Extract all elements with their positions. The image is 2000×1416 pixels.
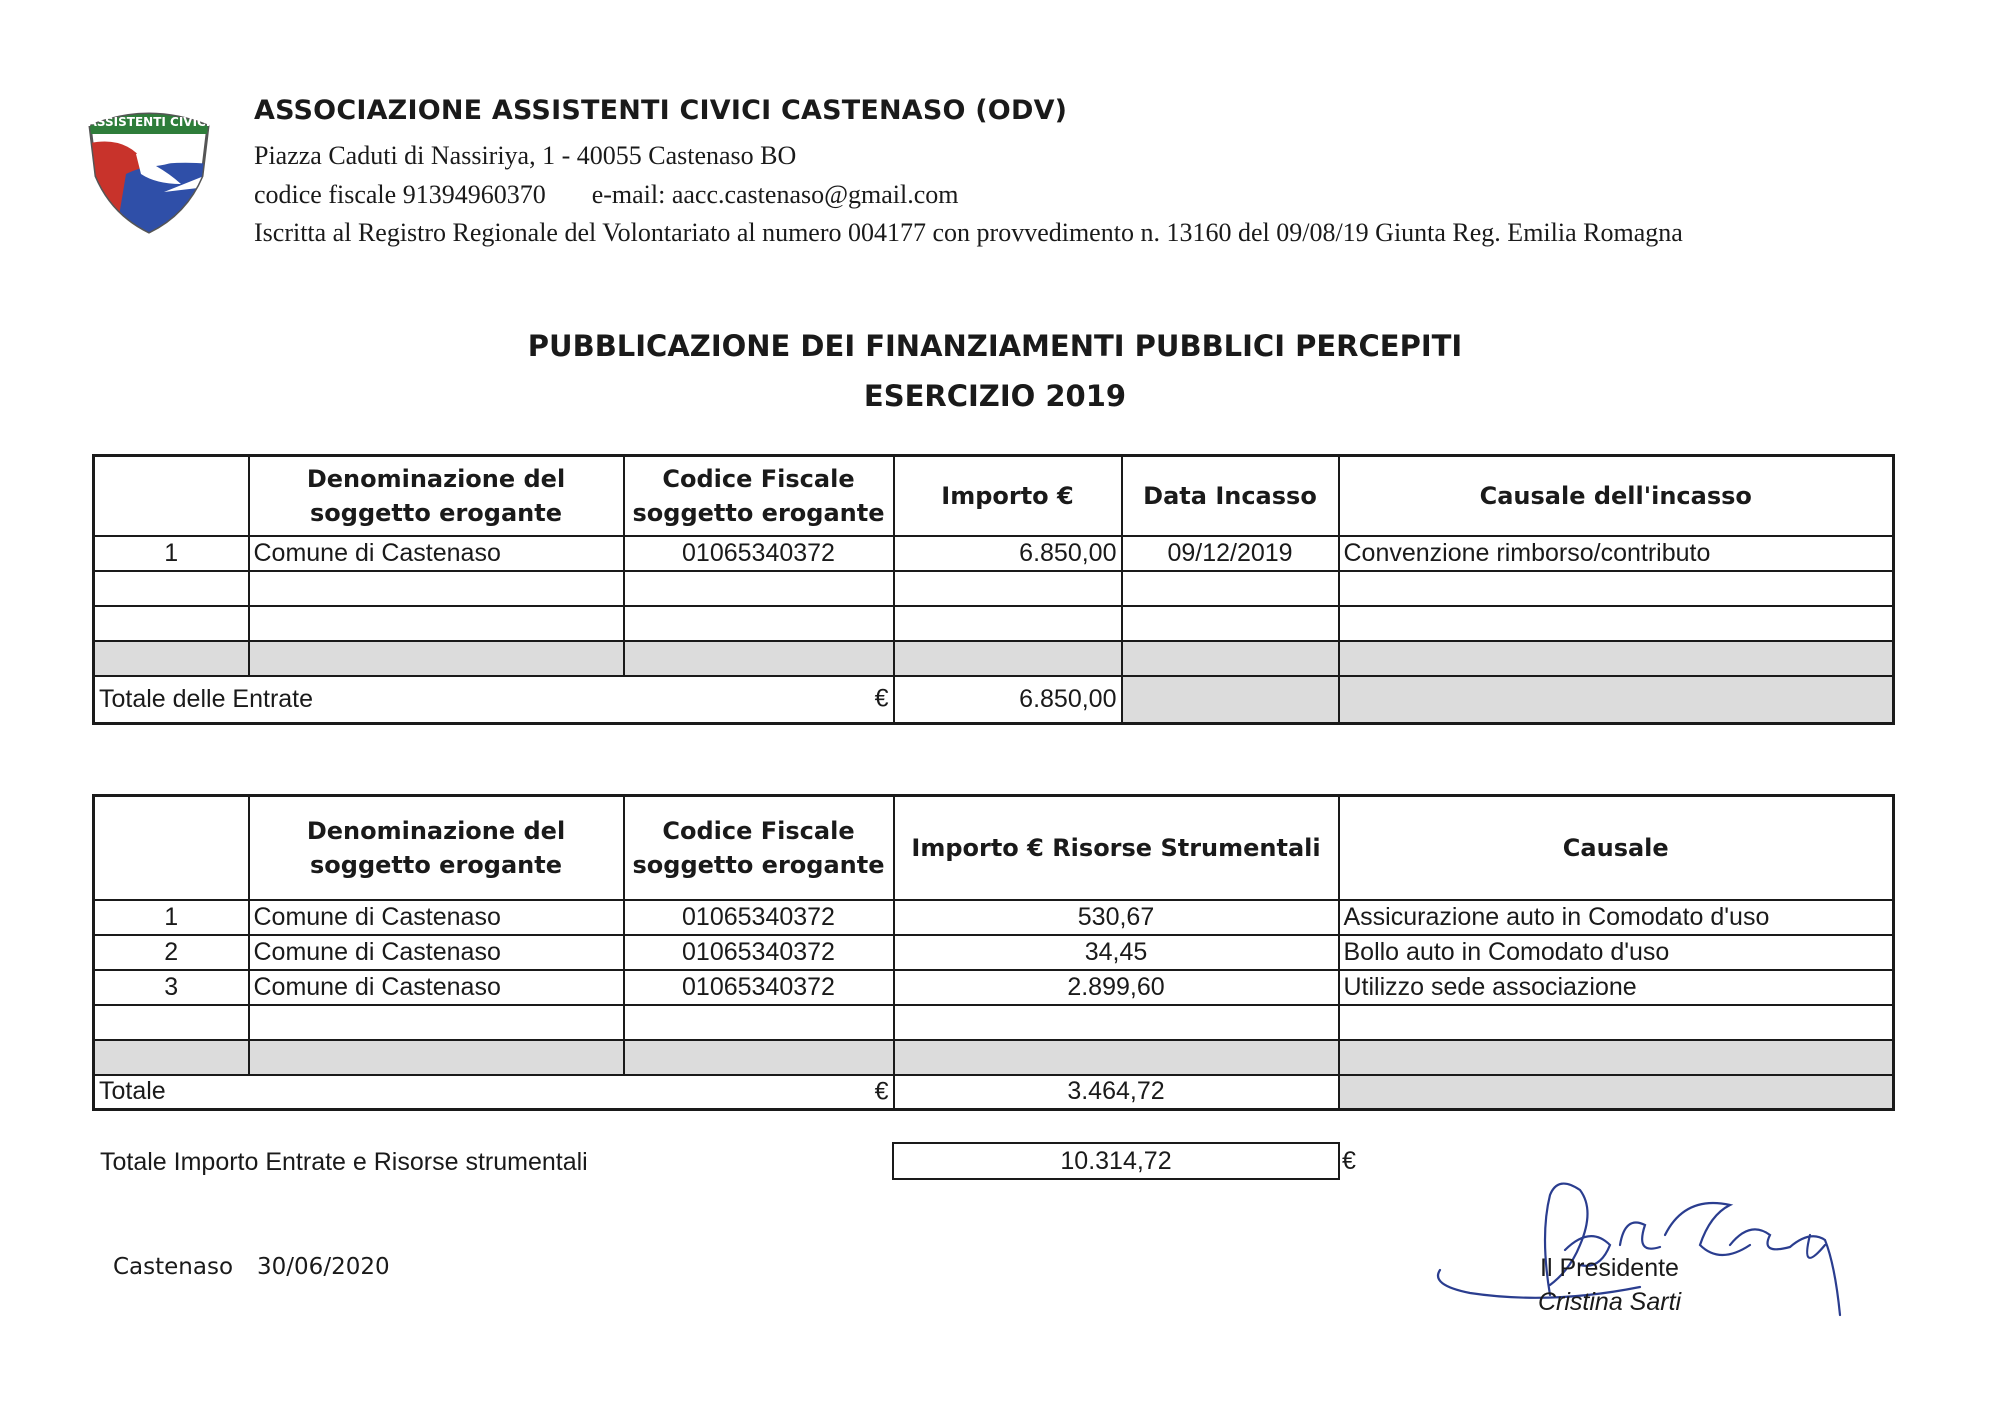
email: e-mail: aacc.castenaso@gmail.com [591,180,959,209]
president-name: Cristina Sarti [1538,1288,1682,1316]
public-funding-table [92,454,1895,725]
empty-row [94,606,1894,641]
grand-total-label: Totale Importo Entrate e Risorse strumentali [100,1148,588,1176]
euro-symbol: € [874,1077,889,1106]
header-cell: Causale dell'incasso [1339,456,1894,536]
row-number: 1 [94,900,249,935]
header-cell: Causale [1339,796,1894,900]
place-and-date [113,1254,390,1280]
header-cell: Data Incasso [1122,456,1339,536]
total-label-text: Totale delle Entrate [99,684,314,713]
document-subtitle: ESERCIZIO 2019 [863,379,1127,413]
payer-name: Comune di Castenaso [249,900,624,935]
payer-name: Comune di Castenaso [249,536,624,571]
reason: Convenzione rimborso/contributo [1339,536,1894,571]
place: Castenaso [113,1254,234,1280]
grand-total-value: 10.314,72 [892,1142,1340,1180]
payer-fiscal-code: 01065340372 [624,970,894,1005]
empty-row [94,1040,1894,1075]
header-cell [94,796,249,900]
row-number: 2 [94,935,249,970]
logo-text: ASSISTENTI CIVICI [87,115,211,129]
document-title: PUBBLICAZIONE DEI FINANZIAMENTI PUBBLICI PERCEPITI [527,329,1463,363]
header-cell: Denominazione del soggetto erogante [249,796,624,900]
row-number: 1 [94,536,249,571]
total-value: 3.464,72 [894,1075,1339,1110]
president-role: Il Presidente [1540,1254,1679,1282]
receipt-date: 09/12/2019 [1122,536,1339,571]
reason: Utilizzo sede associazione [1339,970,1894,1005]
table-row [94,900,1894,935]
table-row [94,935,1894,970]
amount: 530,67 [894,900,1339,935]
fiscal-code: codice fiscale 91394960370 [254,180,546,209]
total-label [94,676,894,724]
total-value: 6.850,00 [894,676,1122,724]
header-cell: Codice Fiscale soggetto erogante [624,796,894,900]
table-header-row [94,456,1894,536]
euro-symbol: € [874,684,889,713]
header-cell: Codice Fiscale soggetto erogante [624,456,894,536]
table-row [94,970,1894,1005]
organization-name: ASSOCIAZIONE ASSISTENTI CIVICI CASTENASO (ODV) [254,95,1068,126]
organization-contacts [254,180,959,210]
total-label-text: Totale [99,1077,166,1106]
header-cell: Importo € Risorse Strumentali [894,796,1339,900]
row-number: 3 [94,970,249,1005]
date: 30/06/2020 [257,1254,390,1280]
amount: 34,45 [894,935,1339,970]
registry-info: Iscritta al Registro Regionale del Volontariato al numero 004177 con provvedimento n. 13160 del 09/08/19 Giunta Reg. Emilia Romagna [254,218,1683,247]
in-kind-resources-table [92,794,1895,1111]
amount: 2.899,60 [894,970,1339,1005]
organization-address: Piazza Caduti di Nassiriya, 1 - 40055 Castenaso BO [254,141,797,170]
header-cell: Importo € [894,456,1122,536]
empty-row [94,1005,1894,1040]
total-label [94,1075,894,1110]
total-row [94,1075,1894,1110]
payer-fiscal-code: 01065340372 [624,900,894,935]
header-cell [94,456,249,536]
payer-fiscal-code: 01065340372 [624,536,894,571]
empty-row [94,641,1894,676]
payer-fiscal-code: 01065340372 [624,935,894,970]
association-logo [86,104,212,234]
header-cell: Denominazione del soggetto erogante [249,456,624,536]
payer-name: Comune di Castenaso [249,935,624,970]
table-header-row [94,796,1894,900]
table-row [94,536,1894,571]
total-row [94,676,1894,724]
grand-total-currency: € [1342,1147,1356,1175]
reason: Bollo auto in Comodato d'uso [1339,935,1894,970]
empty-row [94,571,1894,606]
amount: 6.850,00 [894,536,1122,571]
reason: Assicurazione auto in Comodato d'uso [1339,900,1894,935]
payer-name: Comune di Castenaso [249,970,624,1005]
